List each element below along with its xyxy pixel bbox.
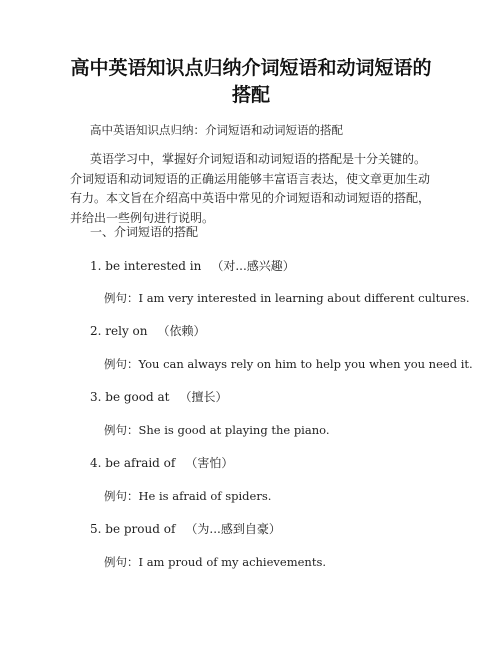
phrase-text: 4. be afraid of [90, 456, 176, 470]
phrase-meaning: （害怕） [185, 456, 234, 470]
document-title: 高中英语知识点归纳介词短语和动词短语的搭配 [70, 57, 432, 106]
phrase-text: 5. be proud of [90, 522, 176, 536]
example-sentence: 例句：He is afraid of spiders. [104, 489, 272, 503]
phrase-text: 3. be good at [90, 390, 170, 404]
phrase-meaning: （为...感到自豪） [185, 522, 281, 536]
phrase-text: 1. be interested in [90, 259, 202, 273]
phrase-item [90, 258, 295, 274]
intro-paragraph: 英语学习中，掌握好介词短语和动词短语的搭配是十分关键的。介词短语和动词短语的正确运用能够丰富语言表达，使文章更加生动有力。本文旨在介绍高中英语中常见的介词短语和动词短语的搭配，并给出一些例句进行说明。 [70, 152, 431, 225]
phrase-item [90, 389, 227, 405]
phrase-item [90, 521, 281, 537]
phrase-meaning: （擅长） [179, 390, 228, 404]
section-heading: 一、介词短语的搭配 [90, 225, 199, 239]
phrase-meaning: （对...感兴趣） [211, 259, 295, 273]
phrase-item [90, 323, 206, 339]
example-sentence: 例句：I am proud of my achievements. [104, 555, 326, 569]
document-subtitle: 高中英语知识点归纳：介词短语和动词短语的搭配 [90, 123, 343, 137]
example-sentence: 例句：I am very interested in learning about different cultures. [104, 291, 470, 305]
example-sentence: 例句：You can always rely on him to help you when you need it. [104, 357, 473, 371]
phrase-item [90, 455, 233, 471]
phrase-text: 2. rely on [90, 324, 148, 338]
phrase-meaning: （依赖） [157, 324, 206, 338]
example-sentence: 例句：She is good at playing the piano. [104, 423, 330, 437]
